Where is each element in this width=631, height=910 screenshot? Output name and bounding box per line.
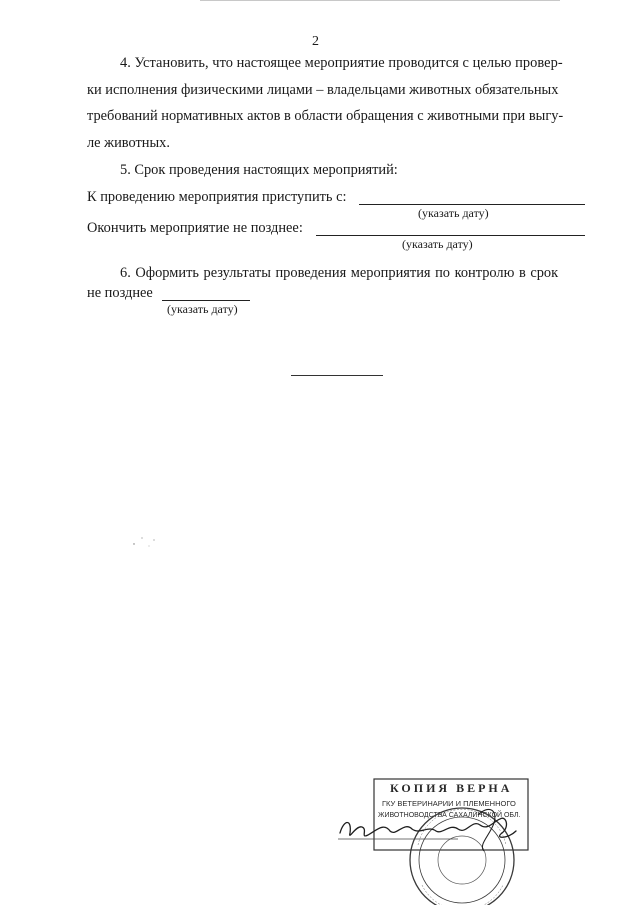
svg-text:ГКУ ВЕТЕРИНАРИИ И ПЛЕМЕННОГО: ГКУ ВЕТЕРИНАРИИ И ПЛЕМЕННОГО: [382, 799, 516, 808]
end-date-label: Окончить мероприятие не позднее:: [87, 220, 303, 236]
svg-text:ЖИВОТНОВОДСТВА САХАЛИНСКОЙ ОБЛ: ЖИВОТНОВОДСТВА САХАЛИНСКОЙ ОБЛ.: [378, 812, 521, 819]
item-4-line-4: ле животных.: [87, 134, 170, 151]
scan-edge-line: [200, 0, 560, 1]
item-6-line-2: не позднее: [87, 285, 153, 301]
svg-text:КОПИЯ ВЕРНА: КОПИЯ ВЕРНА: [390, 781, 513, 795]
item-5-heading: 5. Срок проведения настоящих мероприятий:: [120, 162, 398, 178]
item-6-line-1: 6. Оформить результаты проведения мероприятия по контролю в срок: [120, 265, 559, 281]
end-date-hint: (указать дату): [402, 237, 473, 251]
item-4-line-1: 4. Установить, что настоящее мероприятие проводится с целью провер-: [120, 55, 563, 71]
page-number: 2: [312, 34, 319, 49]
start-date-hint: (указать дату): [418, 206, 489, 220]
scan-specks: [130, 532, 160, 552]
end-date-field[interactable]: [316, 234, 585, 236]
start-date-field[interactable]: [359, 203, 585, 205]
closing-rule: [291, 375, 383, 376]
item-4-paragraph: [87, 50, 585, 156]
stamp-seal-graphic: [338, 775, 530, 905]
item-4-line-2: ки исполнения физическими лицами – владельцами животных обязательных: [87, 81, 559, 98]
result-date-hint: (указать дату): [167, 302, 238, 316]
certification-stamp: [338, 775, 530, 905]
item-4-line-3: требований нормативных актов в области обращения с животными при выгу-: [87, 108, 564, 124]
result-date-field[interactable]: [162, 299, 250, 301]
start-date-label: К проведению мероприятия приступить с:: [87, 189, 347, 205]
